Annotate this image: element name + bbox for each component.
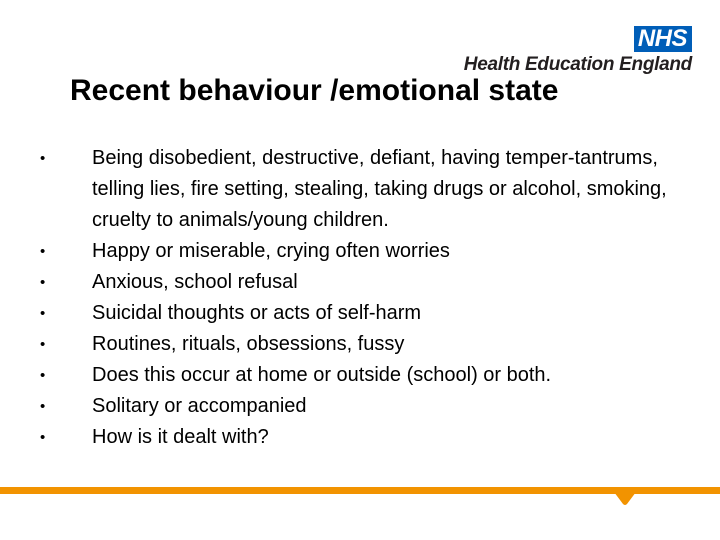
list-item [40,360,680,391]
footer-bar [0,487,720,494]
bullet-icon: • [40,150,46,167]
list-item-text: Routines, rituals, obsessions, fussy [92,333,405,355]
slide-title: Recent behaviour /emotional state [70,74,559,107]
list-item [40,298,680,329]
organisation-name: Health Education England [463,54,692,75]
bullet-list [40,143,680,453]
list-item [40,236,680,267]
list-item-text: Happy or miserable, crying often worries [92,240,450,262]
bullet-icon: • [40,367,46,384]
footer-area [0,494,720,540]
list-item [40,391,680,422]
logo-block [464,26,692,75]
list-item-text: Solitary or accompanied [92,395,307,417]
list-item-text: How is it dealt with? [92,426,269,448]
list-item-text: Anxious, school refusal [92,271,298,293]
bullet-icon: • [40,305,46,322]
list-item [40,422,680,453]
list-item-text: Being disobedient, destructive, defiant, having temper-tantrums, telling lies, fire setting, stealing, taking drugs or alcohol, smoking, cruelty to animals/young children. [92,147,667,231]
bullet-icon: • [40,429,46,446]
list-item-text: Suicidal thoughts or acts of self-harm [92,302,422,324]
footer-chevron-icon [614,492,636,506]
list-item-text: Does this occur at home or outside (school) or both. [92,364,552,386]
nhs-logo: NHS [634,26,692,52]
bullet-icon: • [40,336,46,353]
bullet-icon: • [40,274,46,291]
list-item [40,267,680,298]
bullet-icon: • [40,243,46,260]
bullet-icon: • [40,398,46,415]
list-item [40,143,680,236]
list-item [40,329,680,360]
